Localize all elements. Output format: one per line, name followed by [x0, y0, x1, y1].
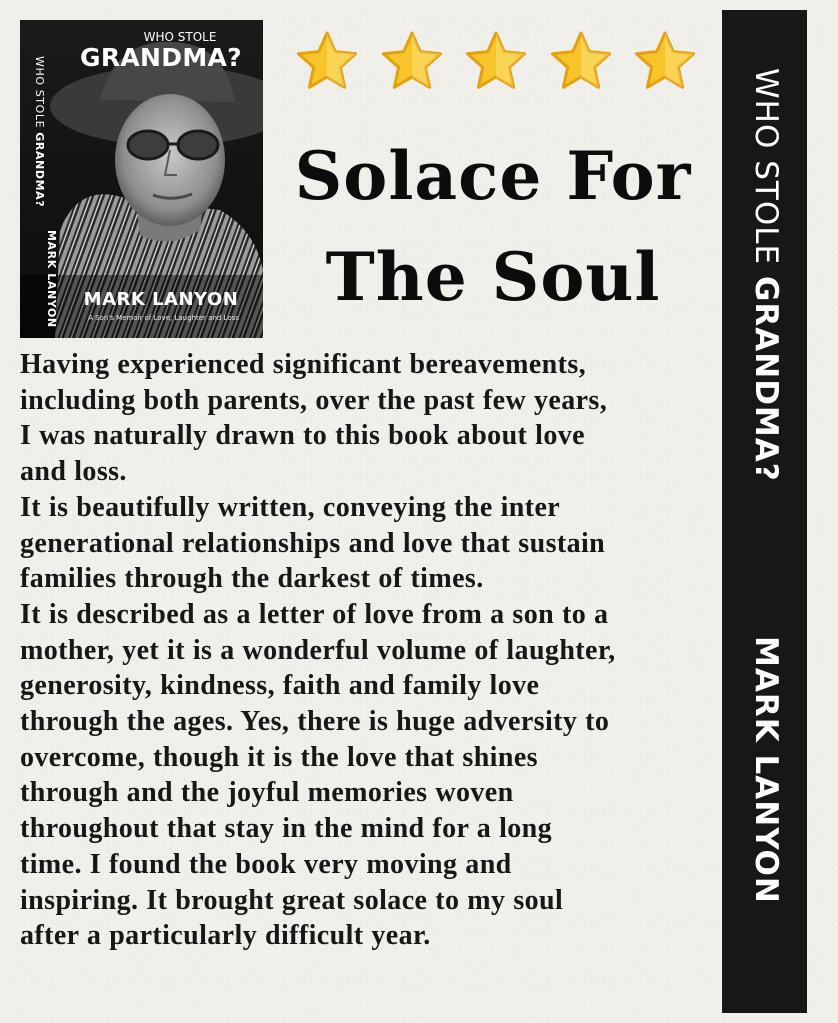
star-rating: [294, 28, 698, 94]
spine-title-prefix: WHO STOLE: [748, 68, 784, 276]
cover-spine-author: MARK LANYON: [45, 230, 58, 328]
headline-line-1: Solace For: [294, 137, 692, 215]
cover-title-small: WHO STOLE: [143, 30, 217, 44]
cover-spine-prefix: WHO STOLE: [33, 56, 46, 133]
star-icon: [294, 28, 360, 94]
star-icon: [379, 28, 445, 94]
cover-tagline: A Son's Memoir of Love, Laughter and Loss: [88, 314, 239, 322]
headline-line-2: The Soul: [325, 238, 661, 316]
cover-spine-title: [33, 56, 46, 207]
star-icon: [548, 28, 614, 94]
spine-author: MARK LANYON: [748, 636, 784, 904]
review-headline: [276, 126, 710, 328]
review-paragraph-2: It is beautifully written, conveying the inter generational relationships and love that sustain families through the darkest of times.: [20, 491, 606, 595]
review-paragraph-1: Having experienced significant bereavements, including both parents, over the past few years, I was naturally drawn to this book about love and loss.: [20, 349, 608, 488]
star-icon: [463, 28, 529, 94]
book-spine: [722, 10, 807, 1013]
cover-spine-title-bold: GRANDMA?: [33, 132, 46, 208]
review-paragraph-3: It is described as a letter of love from a son to a mother, yet it is a wonderful volume of laughter, generosity, kindness, faith and family love through the ages. Yes, there is huge adversity to overcome, though it is the love that shines through and the joyful memories woven throughout that stay in the mind for a long time. I found the book very moving and inspiring. It brought great solace to my soul after a particularly difficult year.: [20, 598, 616, 952]
cover-author: MARK LANYON: [83, 289, 239, 310]
book-cover: [20, 20, 263, 338]
spine-title: [746, 68, 786, 482]
review-text: [20, 347, 710, 954]
cover-title: GRANDMA?: [80, 43, 242, 72]
spine-title-bold: GRANDMA?: [748, 275, 784, 482]
star-icon: [632, 28, 698, 94]
